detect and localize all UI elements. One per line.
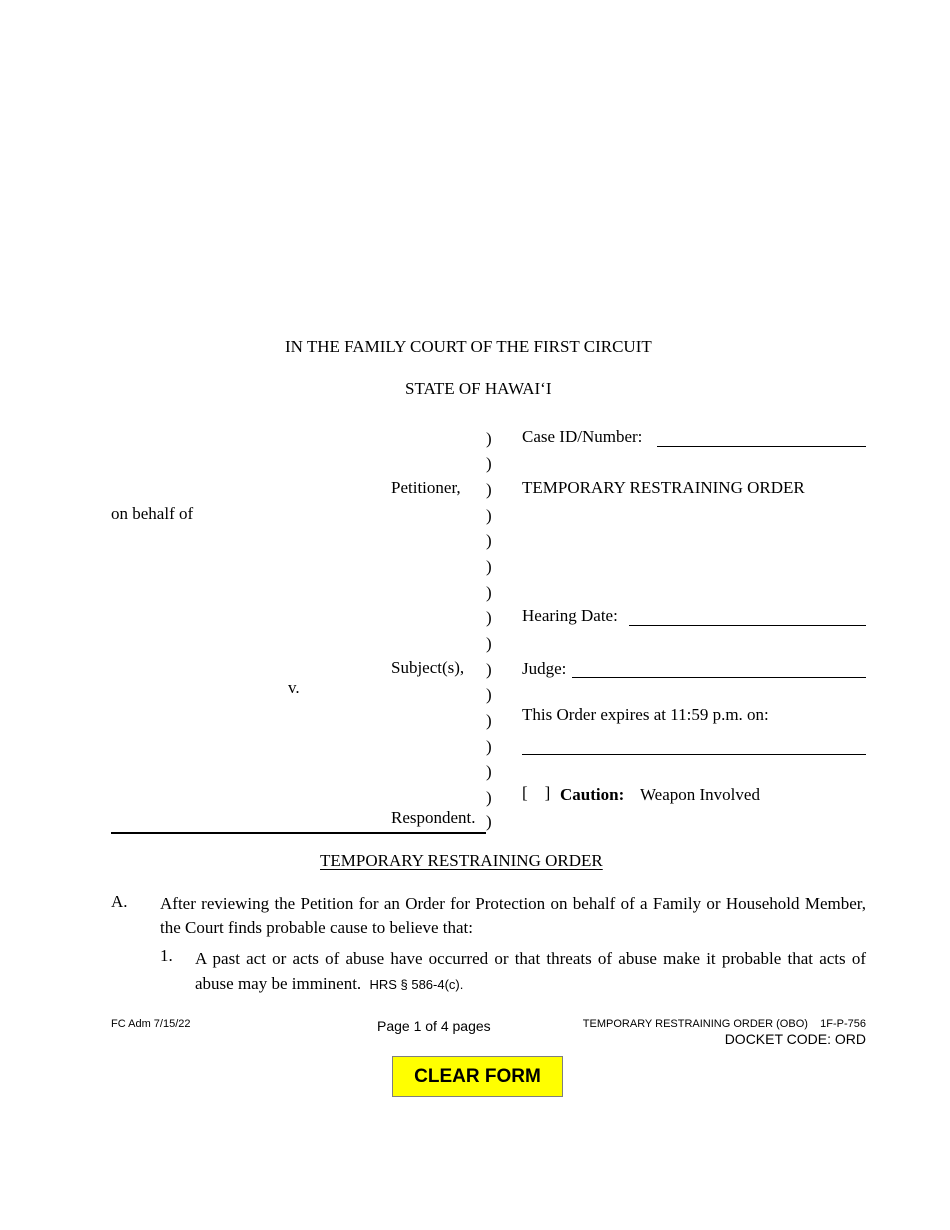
- petitioner-label: Petitioner,: [391, 478, 461, 497]
- footer-form-id: FC Adm 7/15/22: [111, 1018, 191, 1030]
- paren: ): [486, 454, 492, 473]
- footer-docket: DOCKET CODE: ORD: [724, 1031, 866, 1047]
- order-title: TEMPORARY RESTRAINING ORDER: [522, 478, 805, 497]
- paren: ): [486, 531, 492, 550]
- paren: ): [486, 660, 492, 679]
- on-behalf-of-label: on behalf of: [111, 504, 194, 523]
- paren: ): [486, 812, 492, 831]
- caution-checkbox[interactable]: [ ]: [522, 783, 551, 802]
- item-1-marker: 1.: [160, 946, 173, 965]
- versus-label: v.: [288, 678, 300, 697]
- clear-form-button[interactable]: CLEAR FORM: [392, 1056, 563, 1097]
- item-1-citation: HRS § 586-4(c).: [369, 977, 464, 992]
- subjects-label: Subject(s),: [391, 658, 465, 677]
- paren: ): [486, 762, 492, 781]
- paren: ): [486, 634, 492, 653]
- paren: ): [486, 557, 492, 576]
- item-1-text: A past act or acts of abuse have occurred or that threats of abuse make it probable that acts of abuse may be imminent.: [195, 949, 866, 993]
- state-name: STATE OF HAWAI‘I: [405, 379, 552, 398]
- caution-label: Caution:: [560, 785, 625, 804]
- section-a-text: After reviewing the Petition for an Order for Protection on behalf of a Family or Household Member, the Court finds probable cause to believe that:: [160, 894, 866, 937]
- expires-label: This Order expires at 11:59 p.m. on:: [522, 705, 769, 724]
- paren: ): [486, 429, 492, 448]
- respondent-label: Respondent.: [391, 808, 476, 827]
- hearing-date-label: Hearing Date:: [522, 606, 618, 625]
- paren: ): [486, 583, 492, 602]
- case-id-field[interactable]: [657, 446, 866, 447]
- paren: ): [486, 737, 492, 756]
- paren: ): [486, 711, 492, 730]
- item-1: [195, 946, 866, 997]
- court-title: IN THE FAMILY COURT OF THE FIRST CIRCUIT: [285, 337, 652, 356]
- footer-form-title: TEMPORARY RESTRAINING ORDER (OBO) 1F-P-756: [582, 1018, 866, 1030]
- caption-bottom-rule: [111, 832, 486, 834]
- caution-text: Weapon Involved: [640, 785, 760, 804]
- judge-label: Judge:: [522, 659, 567, 678]
- hearing-date-field[interactable]: [629, 625, 866, 626]
- judge-field[interactable]: [572, 677, 866, 678]
- body-heading: TEMPORARY RESTRAINING ORDER: [320, 851, 603, 870]
- footer-page: Page 1 of 4 pages: [377, 1018, 491, 1034]
- paren: ): [486, 608, 492, 627]
- case-id-label: Case ID/Number:: [522, 427, 643, 446]
- section-a-marker: A.: [111, 892, 128, 911]
- paren: ): [486, 788, 492, 807]
- expires-field[interactable]: [522, 754, 866, 755]
- paren: ): [486, 506, 492, 525]
- paren: ): [486, 685, 492, 704]
- paren: ): [486, 480, 492, 499]
